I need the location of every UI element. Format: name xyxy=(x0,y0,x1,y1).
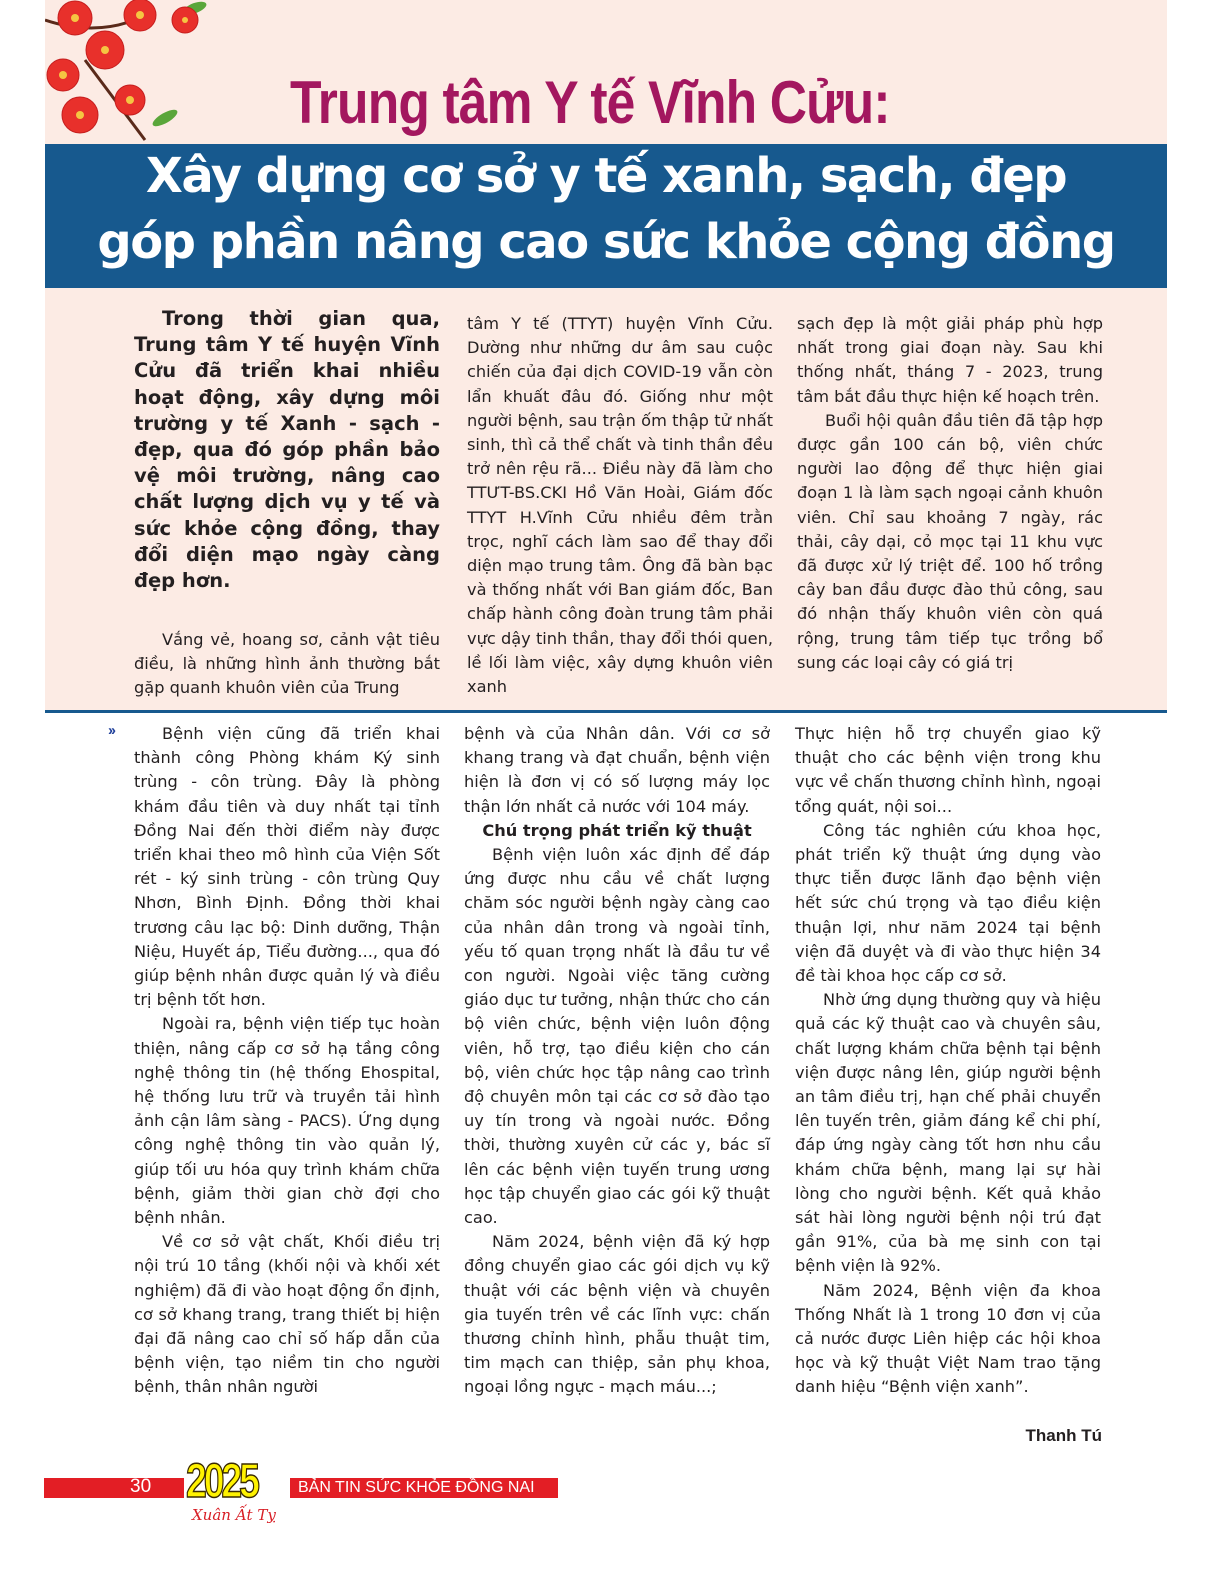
paragraph: sạch đẹp là một giải pháp phù hợp nhất trong giai đoạn này. Sau khi thống nhất, tháng 7 - 2023, trung tâm bắt đầu thực hiện kế hoạch trên. xyxy=(797,314,1103,406)
logo-subtitle: Xuân Ất Tỵ xyxy=(192,1506,276,1524)
author-byline: Thanh Tú xyxy=(1025,1426,1102,1445)
bottom-column-1 xyxy=(134,722,440,1400)
bottom-column-3 xyxy=(795,722,1101,1400)
bottom-column-2 xyxy=(464,722,770,1400)
paragraph: Bệnh viện cũng đã triển khai thành công Phòng khám Ký sinh trùng - côn trùng. Đây là phòng khám đầu tiên và duy nhất tại tỉnh Đồng Nai đến thời điểm này được triển khai theo mô hình của Viện Sốt rét - ký sinh trùng - côn trùng Quy Nhơn, Bình Định. Đồng thời khai trương câu lạc bộ: Dinh dưỡng, Thận Niệu, Huyết áp, Tiểu đường..., qua đó giúp bệnh nhân được quản lý và điều trị bệnh tốt hơn. xyxy=(134,724,440,1010)
article-kicker: Trung tâm Y tế Vĩnh Cửu: xyxy=(290,69,890,136)
paragraph: Buổi hội quân đầu tiên đã tập hợp được gần 100 cán bộ, viên chức người lao động để thực hiện giai đoạn 1 là làm sạch ngoại cảnh khuôn viên. Chỉ sau khoảng 7 ngày, rác thải, cây dại, cỏ mọc tại 11 khu vực đã được xử lý triệt để. 100 hố trồng cây ban đầu được đào thủ công, sau đó nhận thấy khuôn viên còn quá rộng, trung tâm tiếp tục trồng bổ sung các loại cây có giá trị xyxy=(797,410,1103,672)
paragraph: Về cơ sở vật chất, Khối điều trị nội trú 10 tầng (khối nội và khối xét nghiệm) đã đi vào hoạt động ổn định, cơ sở khang trang, trang thiết bị hiện đại đã nâng cao chỉ số hấp dẫn của bệnh viện, tạo niềm tin cho người bệnh, thân nhân người xyxy=(134,1232,440,1397)
lead-text: Trong thời gian qua, Trung tâm Y tế huyện Vĩnh Cửu đã triển khai nhiều hoạt động, xây dựng môi trường y tế Xanh - sạch - đẹp, qua đó góp phần bảo vệ môi trường, nâng cao chất lượng dịch vụ y tế và sức khỏe cộng đồng, thay đổi diện mạo ngày càng đẹp hơn. xyxy=(134,307,440,593)
paragraph: Bệnh viện luôn xác định để đáp ứng được nhu cầu về chất lượng chăm sóc người bệnh ngày càng cao của nhân dân trong và ngoài tỉnh, yếu tố quan trọng nhất là đầu tư về con người. Ngoài việc tăng cường giáo dục tư tưởng, nhận thức cho cán bộ viên chức, bệnh viện luôn động viên, hỗ trợ, tạo điều kiện cho cán bộ, viên chức học tập nâng cao trình độ chuyên môn tại các cơ sở đào tạo uy tín trong và ngoài nước. Đồng thời, thường xuyên cử các y, bác sĩ lên các bệnh viện tuyến trung ương học tập chuyển giao các gói kỹ thuật cao. xyxy=(464,845,770,1228)
apricot-blossom-decoration xyxy=(45,0,225,150)
page-number: 30 xyxy=(130,1476,152,1497)
paragraph: Công tác nghiên cứu khoa học, phát triển kỹ thuật ứng dụng vào thực tiễn được lãnh đạo bệnh viện hết sức chú trọng và tạo điều kiện thuận lợi, như năm 2024 tại bệnh viện đã duyệt và đi vào thực hiện 34 đề tài khoa học cấp cơ sở. xyxy=(795,820,1101,986)
publication-name: BẢN TIN SỨC KHỎE ĐỒNG NAI xyxy=(298,1479,535,1496)
paragraph: Thực hiện hỗ trợ chuyển giao kỹ thuật cho các bệnh viện trong khu vực về chấn thương chỉnh hình, ngoại tổng quát, nội soi... xyxy=(795,724,1101,816)
article-title-line-1: Xây dựng cơ sở y tế xanh, sạch, đẹp xyxy=(145,148,1067,204)
paragraph: bệnh và của Nhân dân. Với cơ sở khang trang và đạt chuẩn, bệnh viện hiện là đơn vị có số lượng máy lọc thận lớn nhất cả nước với 104 máy. xyxy=(464,724,770,816)
paragraph: tâm Y tế (TTYT) huyện Vĩnh Cửu. Dường như những dư âm sau cuộc chiến của đại dịch COVID-19 vẫn còn lẩn khuất đâu đó. Giống như một người bệnh, sau trận ốm thập tử nhất sinh, thì cả thể chất và tinh thần đều trở nên rệu rã... Điều này đã làm cho TTƯT-BS.CKI Hồ Văn Hoài, Giám đốc TTYT H.Vĩnh Cửu nhiều đêm trằn trọc, nghĩ cách làm sao để thay đổi diện mạo trung tâm. Ông đã bàn bạc và thống nhất với Ban giám đốc, Ban chấp hành công đoàn trung tâm phải vực dậy tinh thần, thay đổi thói quen, lề lối làm việc, xây dựng khuôn viên xanh xyxy=(467,314,773,697)
paragraph: Vắng vẻ, hoang sơ, cảnh vật tiêu điều, là những hình ảnh thường bắt gặp quanh khuôn viên của Trung xyxy=(134,630,440,698)
paragraph: Năm 2024, bệnh viện đã ký hợp đồng chuyển giao các gói dịch vụ kỹ thuật với các bệnh viện và chuyên gia tuyến trên về các lĩnh vực: chấn thương chỉnh hình, phẫu thuật tim, tim mạch can thiệp, sản phụ khoa, ngoại lồng ngực - mạch máu...; xyxy=(464,1232,770,1397)
paragraph: Ngoài ra, bệnh viện tiếp tục hoàn thiện, nâng cấp cơ sở hạ tầng công nghệ thông tin (hệ thống Ehospital, hệ thống lưu trữ và truyền tải hình ảnh cận lâm sàng - PACS). Ứng dụng công nghệ thông tin vào quản lý, giúp tối ưu hóa quy trình khám chữa bệnh, giảm thời gian chờ đợi cho bệnh nhân. xyxy=(134,1014,440,1228)
top-column-2 xyxy=(467,312,773,699)
section-subheading: Chú trọng phát triển kỹ thuật xyxy=(482,820,752,840)
section-divider xyxy=(45,710,1167,713)
continuation-chevron-icon: ›› xyxy=(108,722,114,739)
article-title-line-2: góp phần nâng cao sức khỏe cộng đồng xyxy=(97,214,1115,270)
logo-year: 2025 xyxy=(186,1455,257,1508)
footer-bar-left xyxy=(44,1478,184,1498)
paragraph: Nhờ ứng dụng thường quy và hiệu quả các kỹ thuật cao và chuyên sâu, chất lượng khám chữa bệnh tại bệnh viện được nâng lên, giúp người bệnh an tâm điều trị, hạn chế phải chuyển lên tuyến trên, giảm đáng kể chi phí, đáp ứng ngày càng tốt hơn nhu cầu khám chữa bệnh, mang lại sự hài lòng cho người bệnh. Kết quả khảo sát hài lòng người bệnh nội trú đạt gần 91%, của bà mẹ sinh con tại bệnh viện là 92%. xyxy=(795,990,1101,1276)
title-band xyxy=(45,144,1167,288)
lead-paragraph xyxy=(134,306,440,594)
top-column-1 xyxy=(134,628,440,701)
top-column-3 xyxy=(797,312,1103,675)
paragraph: Năm 2024, Bệnh viện đa khoa Thống Nhất là 1 trong 10 đơn vị của cả nước được Liên hiệp các hội khoa học và kỹ thuật Việt Nam trao tặng danh hiệu “Bệnh viện xanh”. xyxy=(795,1280,1101,1397)
